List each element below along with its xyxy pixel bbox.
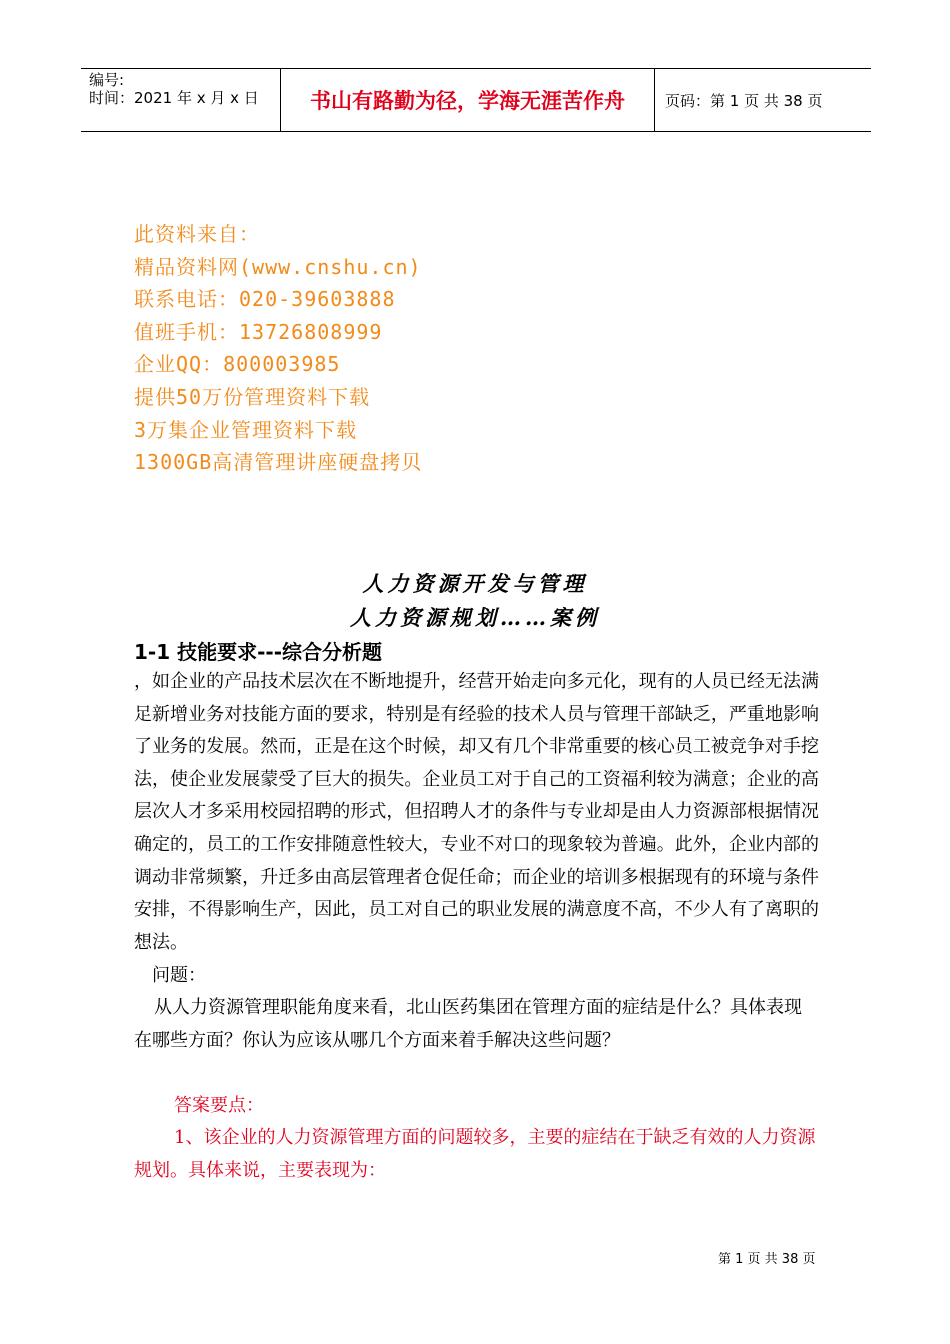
page-footer: 第 1 页 共 38 页 [718,1252,816,1267]
question-label: 问题： [152,965,206,986]
title-sub: 人力资源规划……案例 [350,605,600,630]
info-line: 提供50万份管理资料下载 [134,384,371,409]
page-info: 页码：第 1 页 共 38 页 [665,91,823,110]
question-text: 从人力资源管理职能角度来看，北山医药集团在管理方面的症结是什么？具体表现在哪些方面？你认为应该从哪几个方面来着手解决这些问题？ [134,997,802,1051]
info-line: 值班手机：13726808999 [134,319,383,344]
info-line: 联系电话：020-39603888 [134,287,396,312]
info-line: 1300GB高清管理讲座硬盘拷贝 [134,450,423,475]
motto: 书山有路勤为径，学海无涯苦作舟 [281,69,655,131]
info-line: 3万集企业管理资料下载 [134,417,358,442]
answer-label: 答案要点： [174,1095,264,1116]
info-line: 此资料来自： [134,222,260,246]
title-main: 人力资源开发与管理 [362,571,588,596]
section-heading: 1-1 技能要求---综合分析题 [134,640,382,664]
case-paragraph: ，如企业的产品技术层次在不断地提升，经营开始走向多元化，现有的人员已经无法满足新增业务对技能方面的要求，特别是有经验的技术人员与管理干部缺乏，严重地影响了业务的发展。然而，正是在这个时候，却又有几个非常重要的核心员工被竞争对手挖法，使企业发展蒙受了巨大的损失。企业员工对于自己的工资福利较为满意；企业的高层次人才多采用校园招聘的形式，但招聘人才的条件与专业却是由人力资源部根据情况确定的，员工的工作安排随意性较大，专业不对口的现象较为普遍。此外，企业内部的调动非常频繁，升迁多由高层管理者仓促任命；而企业的培训多根据现有的环境与条件安排，不得影响生产，因此，员工对自己的职业发展的满意度不高，不少人有了离职的想法。 [134,671,819,953]
source-info-block [134,218,422,479]
header-left-cell [81,69,281,131]
header-table [81,68,871,132]
time-label: 时间：2021 年 x 月 x 日 [89,89,259,107]
number-label: 编号: [89,71,125,89]
answer-text: 1、该企业的人力资源管理方面的问题较多，主要的症结在于缺乏有效的人力资源规划。具体来说，主要表现为： [134,1127,816,1181]
info-line: 精品资料网(www.cnshu.cn) [134,254,422,279]
info-line: 企业QQ：800003985 [134,352,341,377]
